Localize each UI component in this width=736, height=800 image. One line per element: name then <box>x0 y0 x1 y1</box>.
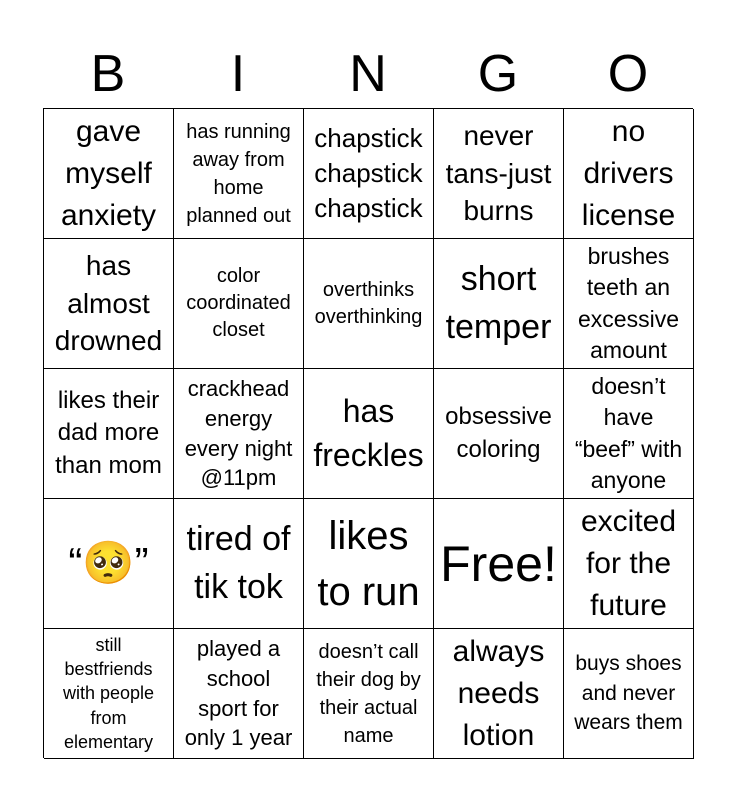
header-letter-g: G <box>477 45 519 103</box>
bingo-cell-text: never tans-just burns <box>445 119 552 227</box>
bingo-cell[interactable] <box>304 239 434 369</box>
bingo-cell-text: tired of tik tok <box>186 519 291 606</box>
bingo-cell[interactable] <box>564 109 694 239</box>
bingo-cell-text: overthinks overthinking <box>314 278 423 328</box>
bingo-cell[interactable] <box>434 629 564 759</box>
bingo-cell[interactable] <box>44 369 174 499</box>
bingo-cell[interactable] <box>304 629 434 759</box>
bingo-cell[interactable] <box>174 369 304 499</box>
bingo-cell[interactable] <box>564 629 694 759</box>
header-letter-n: N <box>349 45 387 103</box>
bingo-cell-text: no drivers license <box>581 114 676 232</box>
pleading-face-emoji-text: “🥺” <box>68 539 149 586</box>
bingo-cell-text: has almost drowned <box>54 249 163 357</box>
bingo-cell[interactable] <box>434 499 564 629</box>
header-letter-i: I <box>230 45 246 103</box>
bingo-cell[interactable] <box>44 109 174 239</box>
bingo-cell[interactable] <box>174 499 304 629</box>
bingo-cell-text: likes to run <box>317 513 420 614</box>
bingo-cell-text: obsessive coloring <box>445 403 552 463</box>
header-letter-b: B <box>90 45 126 103</box>
bingo-cell-text: doesn’t call their dog by their actual name <box>316 640 421 747</box>
bingo-cell[interactable] <box>564 369 694 499</box>
bingo-cell-text: has freckles <box>313 393 424 473</box>
bingo-cell-text: brushes teeth an excessive amount <box>578 243 679 363</box>
bingo-cell[interactable] <box>564 239 694 369</box>
bingo-cell-text: buys shoes and never wears them <box>574 652 683 735</box>
bingo-cell-text: crackhead energy every night @11pm <box>184 376 293 491</box>
bingo-cell[interactable] <box>304 109 434 239</box>
bingo-cell-text: gave myself anxiety <box>60 114 157 232</box>
bingo-cell-text: played a school sport for only 1 year <box>184 636 293 751</box>
bingo-cell-text: short temper <box>445 259 552 346</box>
bingo-cell-text: Free! <box>440 535 557 592</box>
bingo-cell-text: likes their dad more than mom <box>55 386 162 479</box>
bingo-cell[interactable] <box>434 109 564 239</box>
bingo-cell-text: color coordinated closet <box>186 265 291 341</box>
bingo-header <box>43 40 693 108</box>
bingo-cell-text: always needs lotion <box>452 634 545 752</box>
bingo-board <box>43 108 693 758</box>
bingo-cell[interactable] <box>44 629 174 759</box>
bingo-cell[interactable] <box>304 369 434 499</box>
bingo-cell-text: has running away from home planned out <box>186 120 291 227</box>
bingo-cell[interactable] <box>174 629 304 759</box>
bingo-cell-text: excited for the future <box>580 504 677 622</box>
bingo-cell-text: still bestfriends with people from elementary <box>62 634 155 752</box>
bingo-cell[interactable] <box>44 499 174 629</box>
bingo-cell[interactable] <box>434 239 564 369</box>
bingo-cell[interactable] <box>44 239 174 369</box>
bingo-cell[interactable] <box>174 109 304 239</box>
bingo-cell-text: chapstick chapstick chapstick <box>314 122 423 224</box>
bingo-cell-text: doesn’t have “beef” with anyone <box>574 373 683 493</box>
bingo-cell[interactable] <box>304 499 434 629</box>
header-letter-o: O <box>607 45 649 103</box>
bingo-cell[interactable] <box>564 499 694 629</box>
bingo-cell[interactable] <box>434 369 564 499</box>
bingo-cell[interactable] <box>174 239 304 369</box>
